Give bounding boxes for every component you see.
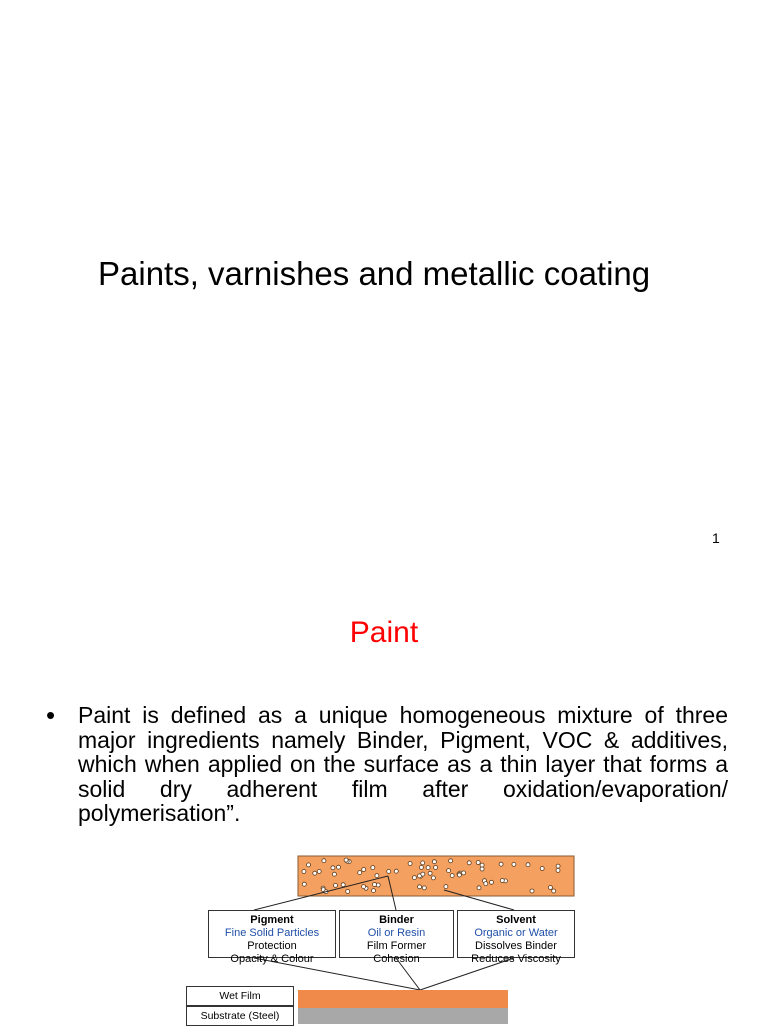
particle <box>512 862 516 866</box>
particle <box>484 882 488 886</box>
slide-title: Paints, varnishes and metallic coating <box>98 255 651 292</box>
particle <box>476 861 480 865</box>
particle <box>332 872 336 876</box>
particle <box>556 868 560 872</box>
box-line: Film Former <box>366 940 427 952</box>
particle <box>334 883 338 887</box>
particle <box>530 889 534 893</box>
particle <box>419 865 423 869</box>
particle <box>317 869 321 873</box>
particle <box>307 863 311 867</box>
particle <box>346 890 350 894</box>
particle <box>331 866 335 870</box>
particle <box>341 883 345 887</box>
particle <box>371 866 375 870</box>
particle <box>344 858 348 862</box>
particle <box>447 869 451 873</box>
particle <box>372 889 376 893</box>
particle <box>408 862 412 866</box>
particle <box>432 860 436 864</box>
particle <box>477 886 481 890</box>
particle <box>480 863 484 867</box>
particle <box>422 886 426 890</box>
particle <box>450 874 454 878</box>
substrate-label: Substrate (Steel) <box>186 1006 294 1026</box>
paint-slide <box>0 576 768 1024</box>
pigment-box <box>208 910 336 965</box>
particle <box>375 874 379 878</box>
box-subtitle: Organic or Water <box>474 927 558 939</box>
particle <box>421 861 425 865</box>
particle <box>499 862 503 866</box>
particle <box>362 885 366 889</box>
box-line: Cohesion <box>373 953 420 965</box>
particle <box>362 868 366 872</box>
particle <box>412 876 416 880</box>
bullet-item <box>46 700 728 826</box>
substrate-layer <box>298 1008 508 1024</box>
particle <box>387 869 391 873</box>
slide-heading: Paint <box>349 616 419 649</box>
particle <box>540 867 544 871</box>
particle <box>457 873 461 877</box>
page-number: 1 <box>712 530 720 546</box>
box-line: Reduces Viscosity <box>471 953 561 965</box>
particle <box>467 861 471 865</box>
particle <box>552 889 556 893</box>
wet-film-label: Wet Film <box>186 986 294 1006</box>
binder-box <box>339 910 454 965</box>
particle <box>302 870 306 874</box>
particle <box>526 863 530 867</box>
particle <box>434 866 438 870</box>
particle <box>480 867 484 871</box>
particle <box>358 871 362 875</box>
particle <box>394 869 398 873</box>
box-heading: Binder <box>379 914 414 926</box>
box-subtitle: Oil or Resin <box>367 927 426 939</box>
box-heading: Solvent <box>496 914 536 926</box>
particle <box>444 885 448 889</box>
particle <box>322 859 326 863</box>
box-line: Opacity & Colour <box>230 953 314 965</box>
particle <box>426 866 430 870</box>
box-heading: Pigment <box>250 914 294 926</box>
bullet-dot-icon: • <box>46 700 56 730</box>
solvent-box <box>457 910 575 965</box>
box-subtitle: Fine Solid Particles <box>224 927 320 939</box>
box-line: Dissolves Binder <box>475 940 557 952</box>
particle <box>490 880 494 884</box>
particle <box>302 882 306 886</box>
particle <box>373 883 377 887</box>
particle <box>556 864 560 868</box>
particle <box>421 872 425 876</box>
particle <box>337 865 341 869</box>
particle <box>548 886 552 890</box>
particle <box>500 879 504 883</box>
bullet-text: Paint is defined as a unique homogeneous mixture of three major ingredients namely Binder, Pigment, VOC & additives, which when applied on the surface as a thin layer that forms a solid dry adherent film after oxidation/evaporation/ polymerisation”. <box>78 702 728 826</box>
box-line: Protection <box>247 940 297 952</box>
particle <box>428 871 432 875</box>
paint-composition-diagram <box>184 850 584 1024</box>
particle <box>418 885 422 889</box>
particle <box>462 871 466 875</box>
particle <box>431 876 435 880</box>
particle <box>313 871 317 875</box>
particle <box>449 859 453 863</box>
wet-film-layer <box>298 990 508 1008</box>
